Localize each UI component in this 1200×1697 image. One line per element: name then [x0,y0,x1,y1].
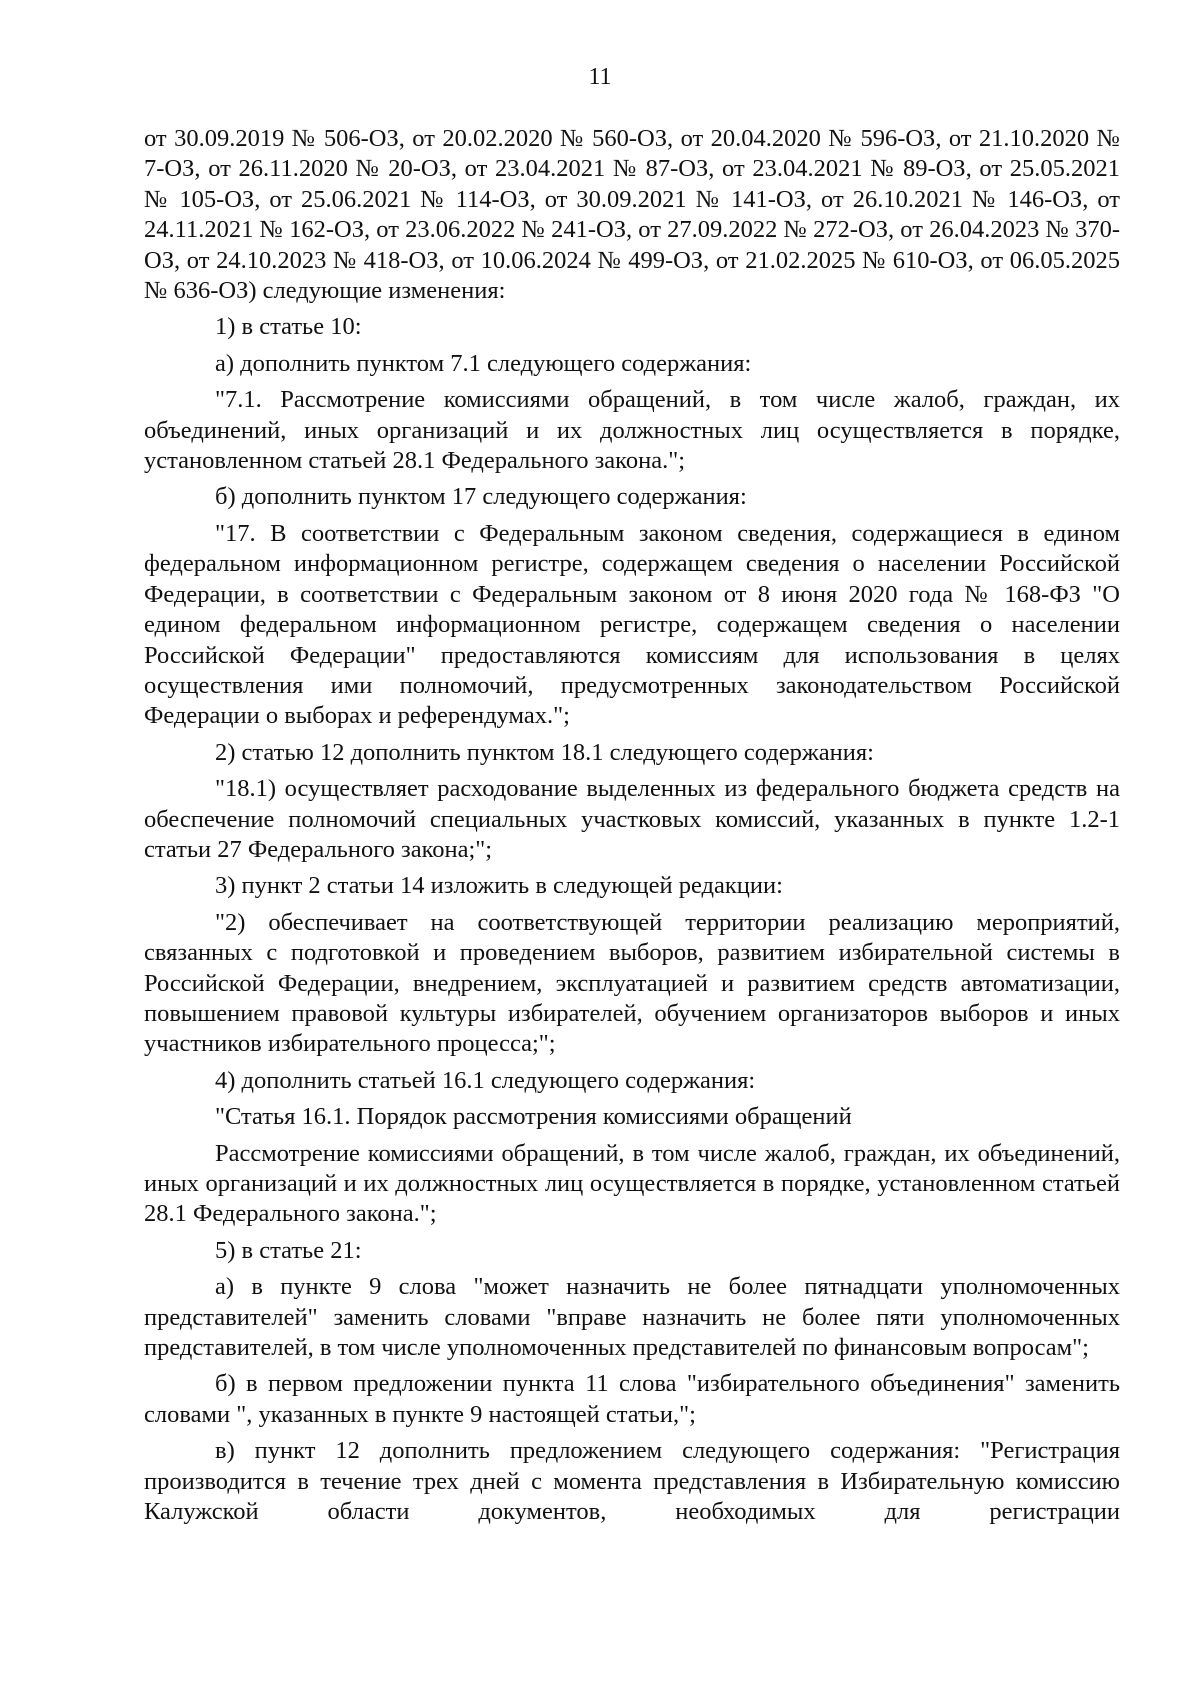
paragraph-item-1a: а) дополнить пунктом 7.1 следующего содержания: [215,349,752,377]
paragraph-item-5c: в) пункт 12 дополнить предложением следующего содержания: "Регистрация производится в течение трех дней с момента представления в Избирательную комиссию Калужской области документов, необходимых для регистрации [144,1437,1120,1526]
paragraph-item-5: 5) в статье 21: [215,1236,362,1264]
page-number: 11 [588,64,612,90]
paragraph-quote-16-1-title: "Статья 16.1. Порядок рассмотрения комиссиями обращений [215,1103,852,1131]
paragraph-item-3: 3) пункт 2 статьи 14 изложить в следующей редакции: [215,872,783,900]
paragraph-item-5b: б) в первом предложении пункта 11 слова "избирательного объединения" заменить словами ", указанных в пункте 9 настоящей статьи,"; [144,1370,1120,1428]
paragraph-item-4: 4) дополнить статьей 16.1 следующего содержания: [215,1066,756,1094]
paragraph-quote-18-1: "18.1) осуществляет расходование выделенных из федерального бюджета средств на обеспечение полномочий специальных участковых комиссий, указанных в пункте 1.2-1 статьи 27 Федерального закона;"; [144,775,1120,863]
paragraph-item-2: 2) статью 12 дополнить пунктом 18.1 следующего содержания: [215,738,874,766]
paragraph-item-1b: б) дополнить пунктом 17 следующего содержания: [215,483,747,511]
paragraph-item-5a: а) в пункте 9 слова "может назначить не более пятнадцати уполномоченных представителей" заменить словами "вправе назначить не более пяти уполномоченных представителей, в том числе уполномоченных представителей по финансовым вопросам"; [144,1273,1120,1362]
paragraph-quote-16-1-body: Рассмотрение комиссиями обращений, в том числе жалоб, граждан, их объединений, иных организаций и их должностных лиц осуществляется в порядке, установленном статьей 28.1 Федерального закона."; [144,1139,1120,1228]
document-body [144,124,1120,1527]
paragraph-intro: от 30.09.2019 № 506-ОЗ, от 20.02.2020 № 560-ОЗ, от 20.04.2020 № 596-ОЗ, от 21.10.2020 № 7-ОЗ, от 26.11.2020 № 20-ОЗ, от 23.04.2021 № 87-ОЗ, от 23.04.2021 № 89-ОЗ, от 25.05.2021 № 105-ОЗ, от 25.06.2021 № 114-ОЗ, от 30.09.2021 № 141-ОЗ, от 26.10.2021 № 146-ОЗ, от 24.11.2021 № 162-ОЗ, от 23.06.2022 № 241-ОЗ, от 27.09.2022 № 272-ОЗ, от 26.04.2023 № 370-ОЗ, от 24.10.2023 № 418-ОЗ, от 10.06.2024 № 499-ОЗ, от 21.02.2025 № 610-ОЗ, от 06.05.2025 № 636-ОЗ) следующие изменения: [144,125,1120,305]
paragraph-quote-7-1: "7.1. Рассмотрение комиссиями обращений, в том числе жалоб, граждан, их объединений, иных организаций и их должностных лиц осуществляется в порядке, установленном статьей 28.1 Федерального закона."; [144,386,1120,475]
paragraph-quote-2: "2) обеспечивает на соответствующей территории реализацию мероприятий, связанных с подготовкой и проведением выборов, развитием избирательной системы в Российской Федерации, внедрением, эксплуатацией и развитием средств автоматизации, повышением правовой культуры избирателей, обучением организаторов выборов и иных участников избирательного процесса;"; [144,908,1120,1058]
paragraph-item-1: 1) в статье 10: [215,313,362,341]
paragraph-quote-17: "17. В соответствии с Федеральным законом сведения, содержащиеся в едином федеральном информационном регистре, содержащем сведения о населении Российской Федерации, в соответствии с Федеральным законом от 8 июня 2020 года № 168-ФЗ "О едином федеральном информационном регистре, содержащем сведения о населении Российской Федерации" предоставляются комиссиям для использования в целях осуществления ими полномочий, предусмотренных законодательством Российской Федерации о выборах и референдумах."; [144,519,1120,730]
